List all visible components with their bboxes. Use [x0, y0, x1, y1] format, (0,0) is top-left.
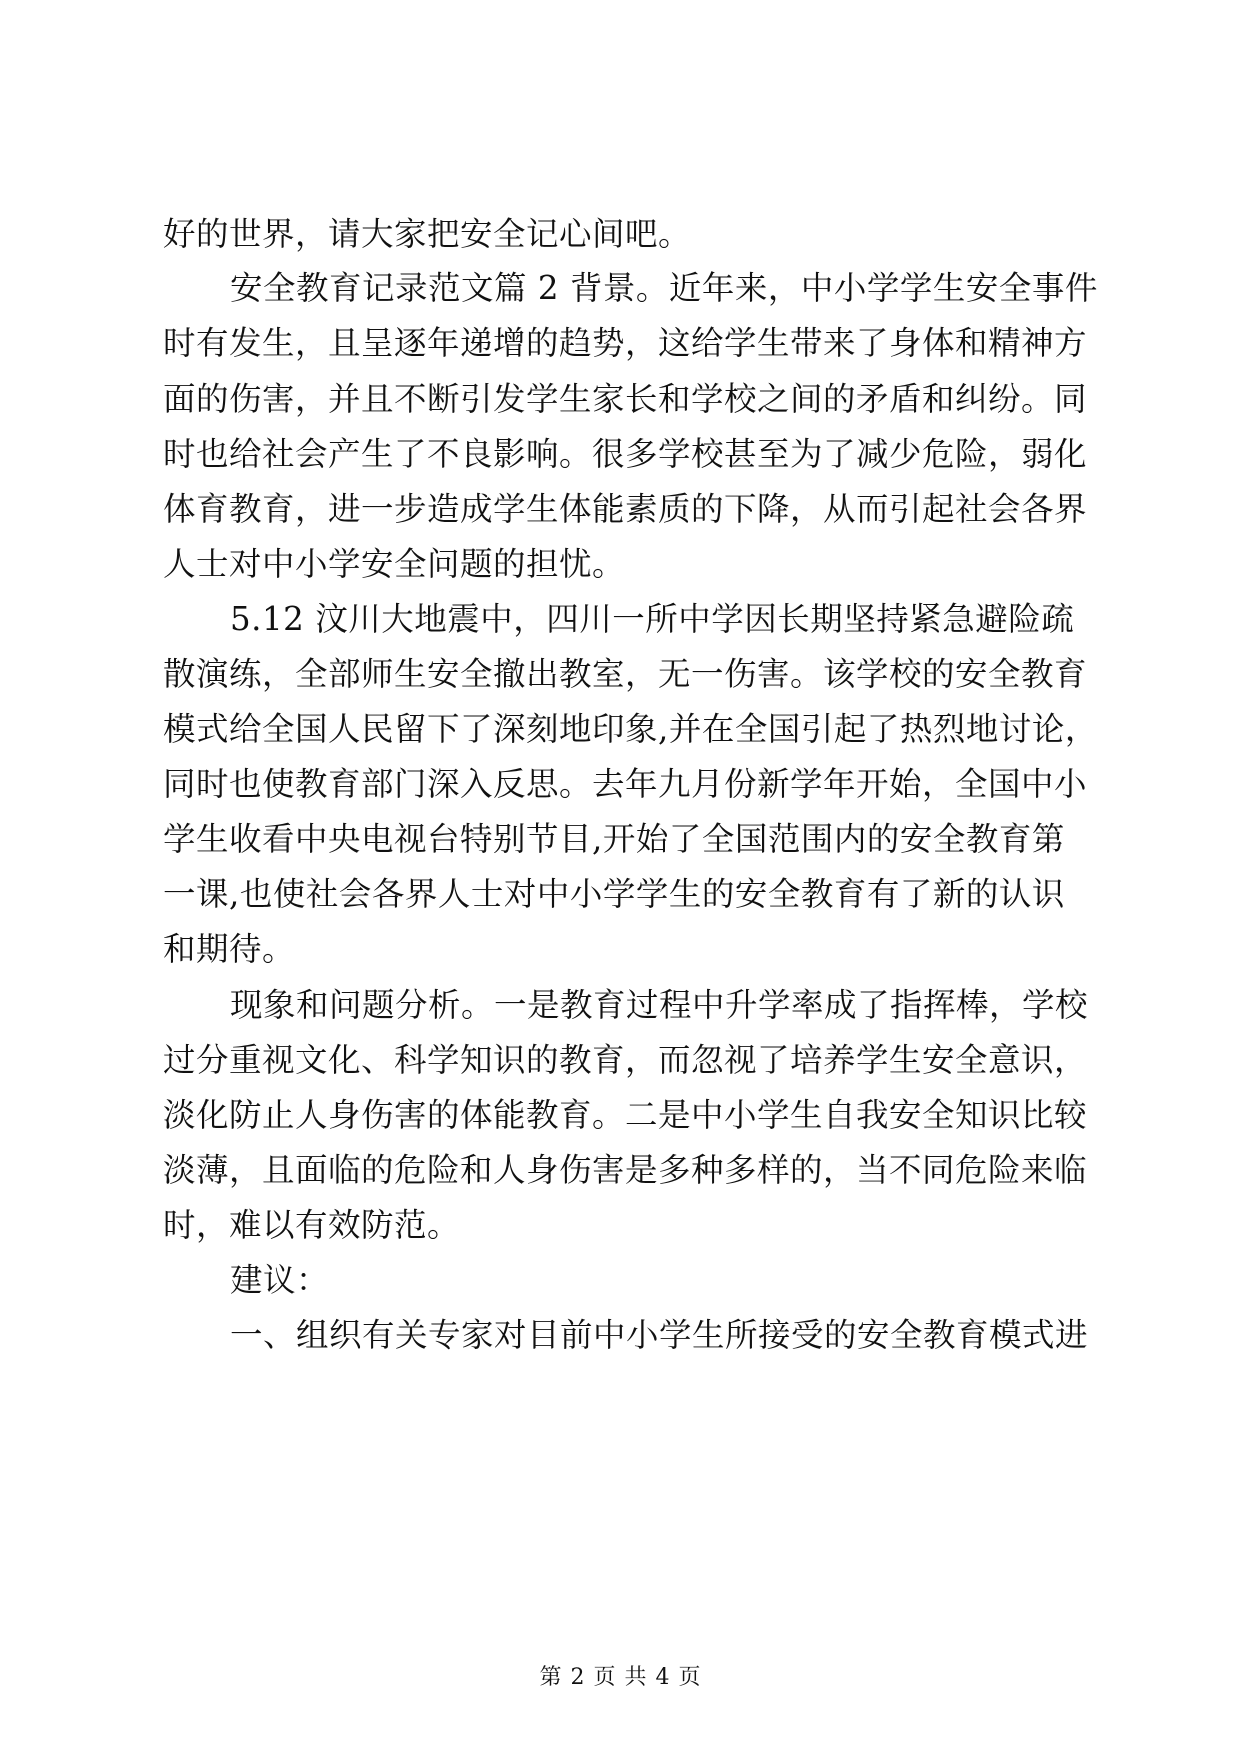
text-line: 时也给社会产生了不良影响。很多学校甚至为了减少危险，弱化	[163, 435, 1088, 473]
text-line: 淡化防止人身伤害的体能教育。二是中小学生自我安全知识比较	[163, 1096, 1088, 1134]
text-line: 面的伤害，并且不断引发学生家长和学校之间的矛盾和纠纷。同	[163, 380, 1088, 418]
text-line: 模式给全国人民留下了深刻地印象,并在全国引起了热烈地讨论，	[163, 710, 1098, 748]
section-heading-line: 建议：	[230, 1261, 330, 1299]
text-line: 时，难以有效防范。	[163, 1206, 461, 1244]
paragraph-start-line: 5.12 汶川大地震中，四川一所中学因长期坚持紧急避险疏	[230, 600, 1075, 638]
page-number-footer: 第 2 页 共 4 页	[539, 1665, 702, 1690]
text-line: 学生收看中央电视台特别节目,开始了全国范围内的安全教育第	[163, 820, 1065, 858]
text-line: 体育教育，进一步造成学生体能素质的下降，从而引起社会各界	[163, 490, 1088, 528]
text-line: 一课,也使社会各界人士对中小学学生的安全教育有了新的认识	[163, 875, 1065, 913]
text-line: 好的世界，请大家把安全记心间吧。	[163, 215, 692, 253]
text-line: 散演练，全部师生安全撤出教室，无一伤害。该学校的安全教育	[163, 655, 1088, 693]
text-line: 时有发生，且呈逐年递增的趋势，这给学生带来了身体和精神方	[163, 324, 1088, 362]
text-line: 同时也使教育部门深入反思。去年九月份新学年开始，全国中小	[163, 765, 1088, 803]
text-line: 淡薄，且面临的危险和人身伤害是多种多样的，当不同危险来临	[163, 1151, 1088, 1189]
text-line: 和期待。	[163, 930, 296, 968]
paragraph-start-line: 现象和问题分析。一是教育过程中升学率成了指挥棒，学校	[230, 986, 1089, 1024]
paragraph-start-line: 安全教育记录范文篇 2 背景。近年来，中小学学生安全事件	[230, 269, 1098, 307]
text-line: 人士对中小学安全问题的担忧。	[163, 545, 626, 583]
text-line: 过分重视文化、科学知识的教育，而忽视了培养学生安全意识，	[163, 1041, 1088, 1079]
paragraph-start-line: 一、组织有关专家对目前中小学生所接受的安全教育模式进	[230, 1316, 1089, 1354]
